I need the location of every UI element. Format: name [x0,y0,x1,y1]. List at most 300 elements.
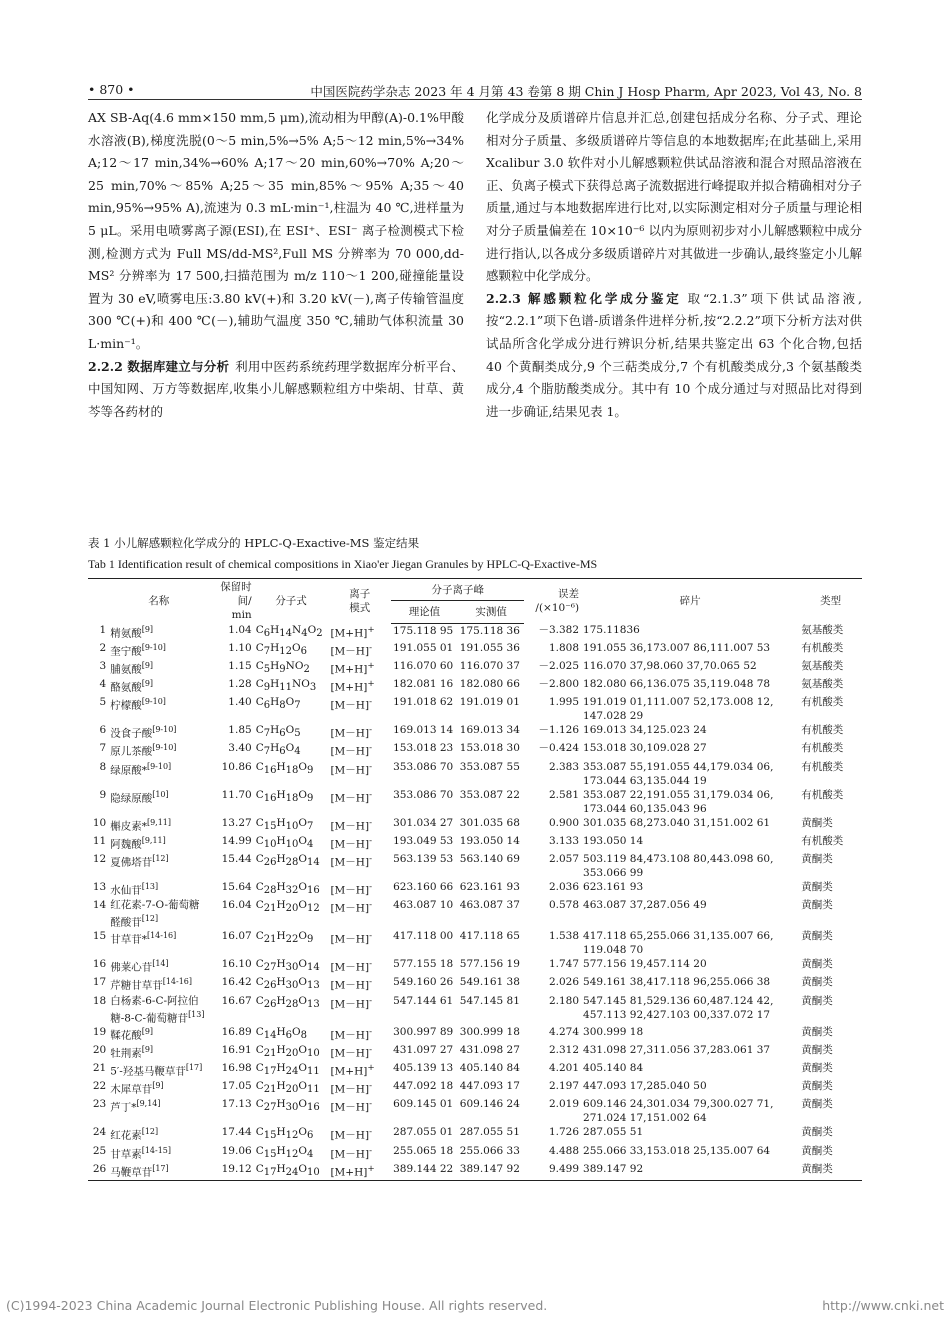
cell-name [108,929,209,957]
cell-fragments: 547.145 81,529.136 60,487.124 42, 457.113 92,427.103 00,337.072 17 [583,994,774,1021]
header-no [88,579,108,624]
cell-fragments: 116.070 37,98.060 37,70.065 52 [583,660,757,673]
cell-fragments: 623.161 93 [583,880,644,893]
cell-type: 氨基酸类 [801,660,844,673]
cell-error: 2.197 [548,1080,580,1093]
cell-ion: [M－H]- [330,995,373,1011]
cell-type: 有机酸类 [801,760,844,773]
table-row [88,1043,862,1061]
cell-type: 有机酸类 [801,834,844,847]
cell-formula: $C_{21}H_{20}O_{11}$ [255,1080,320,1096]
cell-rt: 15.64 [221,880,252,893]
cell-fragments: 193.050 14 [583,834,644,847]
header-error-label: 误差 [558,588,580,600]
cell-type: 有机酸类 [801,642,844,655]
compound-name: 佛莱心苷 [110,961,153,974]
ref-marker: [17] [185,1063,203,1073]
cell-rt: 16.67 [221,994,252,1007]
section-2-2-2 [88,356,464,424]
cell-error: 2.019 [548,1098,580,1111]
footer-url: http://www.cnki.net [822,1298,944,1313]
cell-ion: [M－H]- [330,977,373,992]
cell-type: 黄酮类 [801,958,833,971]
cell-name [108,834,209,852]
cell-name [108,1061,209,1079]
cell-rt: 16.04 [221,898,252,911]
table-row [88,880,862,898]
cell-no: 13 [92,880,107,893]
compound-name: 5′-羟基马鞭草苷 [110,1065,186,1078]
cell-measured: 193.050 14 [459,834,520,847]
cell-error: 1.538 [548,930,580,943]
cell-name [108,898,209,930]
ref-marker: [14-16] [146,931,177,941]
table-caption-cn: 表 1 小儿解感颗粒化学成分的 HPLC-Q-Exactive-MS 鉴定结果 [88,536,420,550]
cell-formula: $C_{16}H_{18}O_9$ [255,788,314,804]
cell-formula: $C_7H_6O_4$ [255,742,301,758]
cell-measured: 463.087 37 [459,898,520,911]
compound-name: 槲皮素* [110,820,147,833]
cell-measured: 609.146 24 [459,1098,520,1111]
ref-marker: [9] [141,661,154,671]
cell-name [108,1144,209,1162]
table-row [88,816,862,834]
cell-theoretical: 301.034 27 [393,816,454,829]
cell-ion: [M+H]+ [330,625,375,640]
ref-marker: [9,14] [136,1099,161,1109]
cell-formula: $C_6H_8O_7$ [255,696,301,712]
cell-theoretical: 255.065 18 [393,1144,454,1157]
table-caption-en: Tab 1 Identification result of chemical compositions in Xiao'er Jiegan Granules by HPLC-Q-Exactive-MS [88,557,598,571]
cell-fragments: 191.019 01,111.007 52,173.008 12, 147.028 29 [583,696,774,723]
compound-name: 牡荆素 [110,1047,142,1060]
cell-formula: $C_{26}H_{28}O_{13}$ [255,994,320,1010]
section-text: 利用中医药系统药理学数据库分析平台、中国知网、万方等数据库,收集小儿解感颗粒组方中柴胡、甘草、黄芩等各药材的 [88,358,464,419]
cell-error: 1.995 [548,696,580,709]
cell-no: 2 [99,642,107,655]
page-footer [0,1298,950,1318]
page-number: • 870 • [88,82,135,97]
database-paragraph: 化学成分及质谱碎片信息并汇总,创建包括成分名称、分子式、理论相对分子质量、多级质谱碎片等信息的本地数据库;在此基础上,采用 Xcalibur 3.0 软件对小儿解感颗粒供试品溶液和混合对照品溶液在正、负离子模式下获得总离子流数据进行峰提取并拟合精确相对分子质量,通过与本地数据库进行比对,以实际测定相对分子质量与理论相对分子质量偏差在 10×10⁻⁶ 以内为原则初步对小儿解感颗粒中成分进行指认,以各成分多级质谱碎片对其做进一步确认,最终鉴定小儿解感颗粒中化学成分。 [486,110,862,284]
cell-name [108,695,209,723]
cell-fragments: 447.093 17,285.040 50 [583,1080,707,1093]
cell-type: 黄酮类 [801,1044,833,1057]
cell-name [108,1125,209,1143]
ref-marker: [9] [141,625,154,634]
cell-type: 有机酸类 [801,696,844,709]
cell-error: 0.578 [548,898,580,911]
cell-no: 15 [92,930,107,943]
cell-type: 黄酮类 [801,1098,833,1111]
cell-error: 1.747 [548,958,580,971]
cell-fragments: 389.147 92 [581,1162,799,1181]
table-row [88,898,862,930]
cell-rt: 1.28 [228,678,252,691]
cell-measured: 549.161 38 [459,976,520,989]
compound-name: 甘草素 [110,1148,142,1160]
cell-ion: [M+H]+ [328,1162,391,1181]
cell-measured: 169.013 34 [459,724,520,737]
cell-error: －2.025 [538,660,580,673]
header-ion-label2: 模式 [349,602,371,614]
ref-marker: [9] [141,679,154,689]
cell-no: 25 [92,1144,107,1157]
cell-no: 19 [92,1026,107,1039]
cell-type: 黄酮类 [801,1062,833,1075]
cell-error: 2.036 [548,880,580,893]
cell-formula: $C_{27}H_{30}O_{16}$ [255,1098,320,1114]
cell-rt: 19.06 [221,1144,252,1157]
cell-name [108,788,209,816]
copyright-notice: (C)1994-2023 China Academic Journal Electronic Publishing House. All rights reserved. [6,1298,548,1313]
cell-type: 黄酮类 [801,930,833,943]
ref-marker: [13] [141,881,159,891]
header-peak: 分子离子峰 [391,579,524,601]
compound-name: 马鞭草苷 [110,1166,153,1179]
cell-error: 9.499 [524,1162,581,1181]
cell-name [108,677,209,695]
cell-type: 黄酮类 [801,994,833,1007]
cell-formula: $C_{26}H_{30}O_{13}$ [255,976,320,992]
table-body [88,623,862,1180]
cell-error: 3.133 [548,834,580,847]
cell-rt: 17.05 [221,1080,252,1093]
compound-name: 芹糖甘草苷 [110,979,163,992]
ref-marker: [14-16] [162,977,193,987]
compound-name: 脯氨酸 [110,663,142,676]
ref-marker: [9] [152,1081,164,1091]
cell-formula: $C_{10}H_{10}O_4$ [255,834,314,850]
cell-error: －3.382 [538,624,580,636]
ref-marker: [12] [141,913,159,923]
cell-measured: 389.147 92 [458,1162,525,1181]
cell-theoretical: 191.018 62 [393,696,454,709]
compound-name: 芦丁* [110,1101,137,1114]
cell-fragments: 431.098 27,311.056 37,283.061 37 [583,1044,771,1057]
cell-formula: $C_{21}H_{22}O_9$ [255,930,314,946]
cell-name [108,741,209,759]
cell-formula: $C_{17}H_{24}O_{10}$ [254,1162,329,1181]
cell-no: 20 [92,1044,107,1057]
journal-info: 中国医院药学杂志 2023 年 4 月第 43 卷第 8 期 Chin J Hosp Pharm, Apr 2023, Vol 43, No. 8 [310,84,862,99]
table-row [88,1144,862,1162]
header-ion-label: 离子 [349,588,371,600]
left-column [88,107,464,423]
cell-type: 氨基酸类 [801,624,844,636]
cell-measured: 353.087 55 [459,760,520,773]
cell-rt: 17.44 [221,1126,252,1139]
table-row [88,623,862,641]
cell-name [108,760,209,788]
cell-theoretical: 623.160 66 [393,880,454,893]
cell-ion: [M－H]- [330,959,373,974]
cell-measured: 182.080 66 [459,678,520,691]
cell-type: 黄酮类 [799,1162,862,1181]
cell-theoretical: 175.118 95 [393,624,454,637]
table-row [88,659,862,677]
cell-no: 7 [99,742,107,755]
cell-name [108,852,209,880]
cell-theoretical: 405.139 13 [393,1062,454,1075]
cell-type: 黄酮类 [801,852,833,865]
compound-name: 甘草苷* [110,933,147,946]
cell-fragments: 191.055 36,173.007 86,111.007 53 [583,642,771,655]
cell-theoretical: 169.013 14 [393,724,454,737]
cell-name [108,641,209,659]
cell-fragments: 175.11836 [583,624,640,636]
cell-rt: 16.42 [221,976,252,989]
cell-fragments: 609.146 24,301.034 79,300.027 71, 271.024 17,151.002 64 [583,1098,774,1125]
cell-rt: 17.13 [221,1098,252,1111]
ref-marker: [9,11] [146,817,172,827]
cell-theoretical: 353.086 70 [393,760,454,773]
cell-ion: [M－H]- [330,853,373,869]
header-type: 类型 [799,579,862,624]
cell-theoretical: 153.018 23 [393,742,454,755]
cell-ion: [M－H]- [330,643,373,658]
cell-theoretical: 549.160 26 [393,976,454,989]
cell-measured: 547.145 81 [459,994,520,1007]
cell-fragments: 353.087 22,191.055 31,179.034 06, 173.044 60,135.043 96 [583,788,774,815]
ref-marker: [14] [152,959,169,969]
cell-theoretical: 609.145 01 [393,1098,454,1111]
cell-no: 6 [99,724,107,737]
cell-formula: $C_{16}H_{18}O_9$ [255,760,314,776]
results-table [88,578,862,1181]
cell-ion: [M－H]- [330,761,373,777]
header-theoretical: 理论值 [391,601,458,623]
cell-theoretical: 116.070 60 [393,660,454,673]
cell-fragments: 463.087 37,287.056 49 [583,898,707,911]
cell-measured: 191.055 36 [459,642,520,655]
cell-fragments: 301.035 68,273.040 31,151.002 61 [583,816,771,829]
cell-type: 黄酮类 [801,1144,833,1157]
cell-error: －2.800 [538,678,580,691]
cell-formula: $C_{21}H_{20}O_{12}$ [255,898,320,914]
cell-fragments: 182.080 66,136.075 35,119.048 78 [583,678,771,691]
table-row [88,695,862,723]
header-rt [209,579,253,624]
cell-name [108,1025,209,1043]
compound-name: 水仙苷 [110,884,142,897]
cell-ion: [M－H]- [330,881,373,897]
cell-type: 黄酮类 [801,1026,833,1039]
cell-no: 8 [99,760,107,773]
section-heading: 2.2.3 解感颗粒化学成分鉴定 [486,290,682,306]
cell-ion: [M+H]+ [330,1063,375,1078]
cell-error: 4.201 [548,1062,580,1075]
cell-measured: 623.161 93 [459,880,520,893]
cell-ion: [M－H]- [330,931,373,946]
cell-measured: 175.118 36 [459,624,520,637]
cell-name [108,957,209,975]
cell-name [108,723,209,741]
cell-type: 黄酮类 [801,880,833,893]
section-heading: 2.2.2 数据库建立与分析 [88,358,230,374]
cell-no: 1 [99,624,107,636]
cell-theoretical: 300.997 89 [393,1026,454,1039]
ref-marker: [9-10] [141,697,166,707]
cell-error: 2.057 [548,852,580,865]
cell-fragments: 287.055 51 [583,1126,644,1139]
ref-marker: [12] [152,853,169,863]
cell-type: 黄酮类 [801,1126,833,1139]
cell-formula: $C_9H_{11}NO_3$ [255,678,317,694]
cell-fragments: 255.066 33,153.018 25,135.007 64 [583,1144,771,1157]
cell-measured: 431.098 27 [459,1044,520,1057]
compound-name: 酪氨酸 [110,681,142,694]
cell-theoretical: 353.086 70 [393,788,454,801]
table-row [88,994,862,1026]
cell-no: 14 [92,898,107,911]
header-rt-unit: min [231,609,252,621]
cell-no: 26 [88,1162,108,1181]
cell-no: 22 [92,1080,107,1093]
cell-fragments: 549.161 38,417.118 96,255.066 38 [583,976,771,989]
cell-formula: $C_{26}H_{28}O_{14}$ [255,852,320,868]
cell-theoretical: 563.139 53 [393,852,454,865]
cell-type: 黄酮类 [801,976,833,989]
ref-marker: [10] [152,789,169,799]
cell-formula: $C_{27}H_{30}O_{14}$ [255,958,320,974]
cell-no: 9 [99,788,107,801]
ref-marker: [13] [188,1009,205,1019]
ref-marker: [9-10] [152,725,177,735]
cell-formula: $C_{14}H_6O_8$ [255,1026,307,1042]
cell-ion: [M－H]- [330,1099,373,1114]
compound-name: 阿魏酸 [110,838,142,851]
cell-rt: 16.89 [221,1026,252,1039]
cell-formula: $C_7H_{12}O_6$ [255,642,307,658]
cell-ion: [M－H]- [330,1027,373,1042]
cell-type: 黄酮类 [801,816,833,829]
compound-name: 绿原酸* [110,764,147,777]
table-row [88,929,862,957]
cell-no: 21 [92,1062,107,1075]
compound-name: 柠檬酸 [110,699,142,712]
cell-name [108,975,209,993]
cell-measured: 255.066 33 [459,1144,520,1157]
cell-formula: $C_{15}H_{12}O_6$ [255,1126,314,1142]
cell-no: 5 [99,696,107,709]
cell-ion: [M－H]- [330,817,373,833]
table-row [88,975,862,993]
cell-theoretical: 447.092 18 [393,1080,454,1093]
cell-theoretical: 389.144 22 [391,1162,458,1181]
header-error-unit: /(×10⁻⁶) [535,602,580,614]
compound-name: 红花素-7-O-葡萄糖醛酸苷 [110,898,200,929]
compound-name: 夏佛塔苷 [110,856,153,869]
cell-no: 24 [92,1126,107,1139]
table-row [88,723,862,741]
cell-theoretical: 193.049 53 [393,834,454,847]
compound-name: 白杨素-6-C-阿拉伯糖-8-C-葡萄糖苷 [110,994,199,1025]
ref-marker: [9] [141,1027,154,1037]
cell-measured: 191.019 01 [459,696,520,709]
cell-fragments: 417.118 65,255.066 31,135.007 66, 119.048 70 [583,930,774,957]
page-header [88,78,862,100]
cell-ion: [M－H]- [330,835,373,851]
cell-error: －1.126 [538,724,580,737]
ref-marker: [9,11] [141,835,166,845]
cell-measured: 153.018 30 [459,742,520,755]
cell-ion: [M－H]- [330,1081,373,1096]
cell-no: 3 [99,660,107,673]
cell-rt: 19.12 [209,1162,253,1181]
cell-rt: 14.99 [221,834,252,847]
cell-formula: $C_{17}H_{24}O_{11}$ [255,1062,320,1078]
cell-formula: $C_{28}H_{32}O_{16}$ [255,880,320,896]
cell-rt: 16.07 [221,930,252,943]
cell-name [108,623,209,641]
section-text: 取“2.1.3”项下供试品溶液,按“2.2.1”项下色谱-质谱条件进样分析,按“2.2.2”项下分析方法对供试品所含化学成分进行辨识分析,结果共鉴定出 63 个化合物,包括 40 个黄酮类成分,9 个三萜类成分,7 个有机酸类成分,3 个氨基酸类成分,4 个脂肪酸类成分。其中有 10 个成分通过与对照品比对得到进一步确证,结果见表 1。 [486,290,862,419]
header-ion [328,579,391,624]
table-row [88,760,862,788]
table-row [88,1079,862,1097]
cell-measured: 447.093 17 [459,1080,520,1093]
cell-name [108,1162,209,1181]
cell-fragments: 577.156 19,457.114 20 [583,958,707,971]
table-row [88,852,862,880]
cell-no: 16 [92,958,107,971]
cell-measured: 563.140 69 [459,852,520,865]
cell-rt: 15.44 [221,852,252,865]
cell-fragments: 353.087 55,191.055 44,179.034 06, 173.044 63,135.044 19 [583,760,774,787]
cell-no: 10 [92,816,107,829]
header-name: 名称 [108,579,209,624]
cell-ion: [M+H]+ [330,679,375,694]
cell-formula: $C_7H_6O_5$ [255,724,301,740]
cell-theoretical: 431.097 27 [393,1044,454,1057]
right-column [486,107,862,423]
compound-name: 没食子酸 [110,727,153,740]
cell-no: 17 [92,976,107,989]
cell-measured: 577.156 19 [459,958,520,971]
cell-rt: 13.27 [221,816,252,829]
cell-rt: 11.70 [221,788,252,801]
cell-theoretical: 463.087 10 [393,898,454,911]
cell-type: 有机酸类 [801,742,844,755]
header-formula: 分子式 [254,579,329,624]
cell-no: 11 [92,834,107,847]
cell-measured: 405.140 84 [459,1062,520,1075]
ref-marker: [9-10] [141,643,166,653]
cell-rt: 1.04 [228,624,252,636]
cell-ion: [M－H]- [330,697,373,712]
ref-marker: [9] [141,1045,154,1055]
compound-name: 精氨酸 [110,627,142,640]
cell-no: 4 [99,678,107,691]
cell-ion: [M－H]- [330,1127,373,1142]
cell-error: 2.581 [548,788,580,801]
ref-marker: [9-10] [146,761,172,771]
cell-name [108,1043,209,1061]
compound-name: 鞣花酸 [110,1029,142,1042]
header-error [524,579,581,624]
cell-name [108,1079,209,1097]
cell-ion: [M－H]- [330,725,373,740]
table-row [88,741,862,759]
cell-name [108,816,209,834]
section-2-2-3 [486,288,862,424]
cell-rt: 3.40 [228,742,252,755]
table-row [88,1061,862,1079]
compound-name: 红花素 [110,1129,142,1142]
cell-type: 黄酮类 [801,898,833,911]
cell-rt: 16.98 [221,1062,252,1075]
ref-marker: [14-15] [141,1145,172,1155]
cell-measured: 300.999 18 [459,1026,520,1039]
